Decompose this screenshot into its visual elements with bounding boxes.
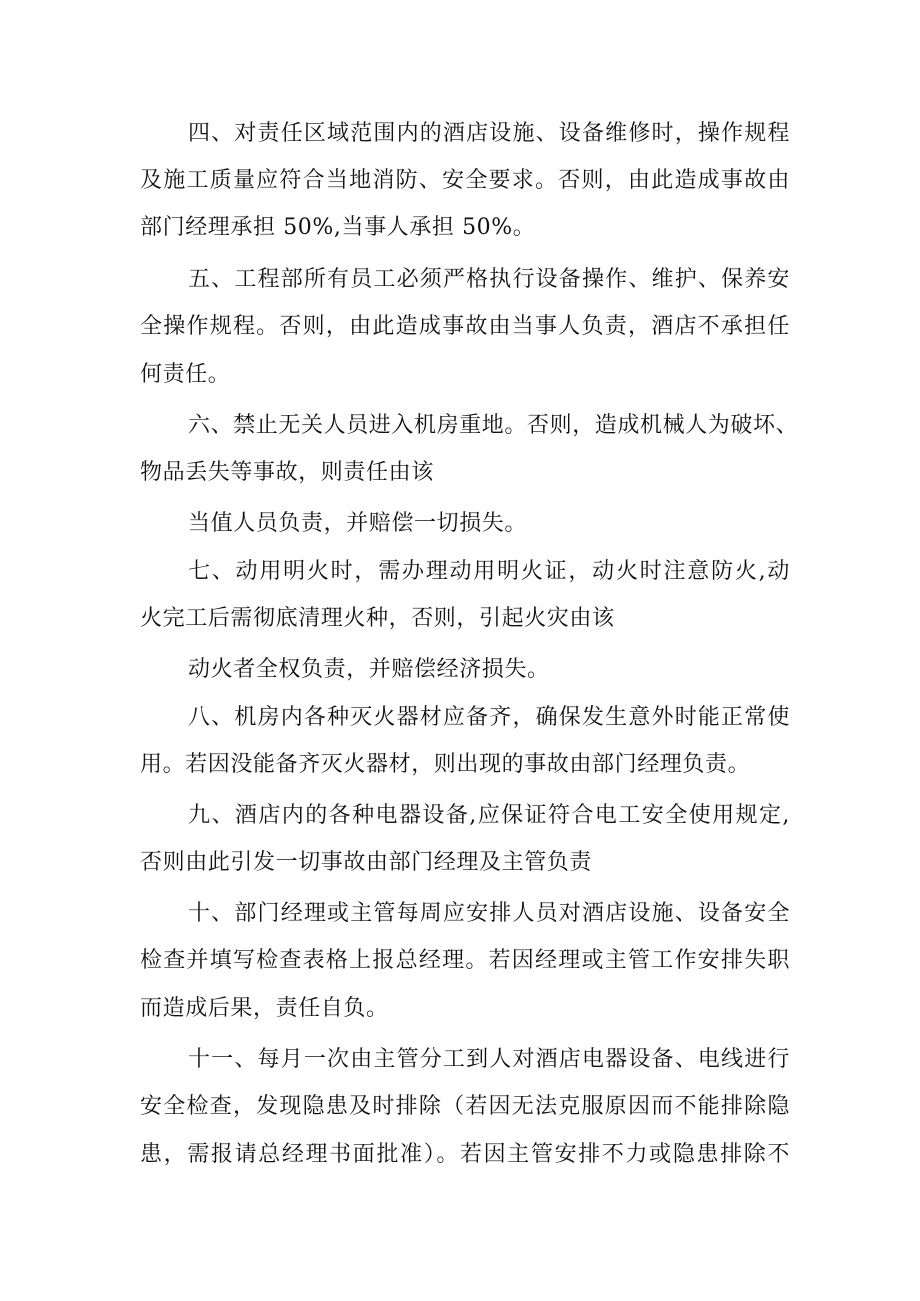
clause-11-line-2: 安全检查，发现隐患及时排除（若因无法克服原因而不能排除隐 xyxy=(140,1094,790,1119)
clause-5-line-1: 五、工程部所有员工必须严格执行设备操作、维护、保养安 xyxy=(188,267,790,292)
clause-5-line-2: 全操作规程。否则，由此造成事故由当事人负责，酒店不承担任 xyxy=(140,314,790,339)
clause-7-line-2: 火完工后需彻底清理火种，否则，引起火灾由该 xyxy=(140,606,615,631)
clause-6-line-3: 当值人员负责，并赔偿一切损失。 xyxy=(188,511,528,536)
clause-10-line-3: 而造成后果，责任自负。 xyxy=(140,996,389,1021)
clause-11-line-3: 患，需报请总经理书面批准）。若因主管安排不力或隐患排除不 xyxy=(140,1142,790,1167)
clause-5-line-3: 何责任。 xyxy=(140,362,231,387)
clause-10-line-1: 十、部门经理或主管每周应安排人员对酒店设施、设备安全 xyxy=(188,901,790,926)
clause-6-line-2: 物品丢失等事故，则责任由该 xyxy=(140,460,434,485)
clause-11-line-1: 十一、每月一次由主管分工到人对酒店电器设备、电线进行 xyxy=(188,1047,790,1072)
clause-6-line-1: 六、禁止无关人员进入机房重地。否则，造成机械人为破坏、 xyxy=(188,413,799,438)
clause-9-line-2: 否则由此引发一切事故由部门经理及主管负责 xyxy=(140,850,593,875)
clause-10-line-2: 检查并填写检查表格上报总经理。若因经理或主管工作安排失职 xyxy=(140,948,790,973)
clause-8-line-2: 用。若因没能备齐灭火器材，则出现的事故由部门经理负责。 xyxy=(140,752,751,777)
clause-4-line-1: 四、对责任区域范围内的酒店设施、设备维修时，操作规程 xyxy=(188,121,790,146)
clause-7-line-3: 动火者全权负责，并赔偿经济损失。 xyxy=(188,657,550,682)
clause-8-line-1: 八、机房内各种灭火器材应备齐，确保发生意外时能正常使 xyxy=(188,705,790,730)
clause-9-line-1: 九、酒店内的各种电器设备,应保证符合电工安全使用规定, xyxy=(188,803,790,828)
clause-7-line-1: 七、动用明火时，需办理动用明火证，动火时注意防火,动 xyxy=(188,559,790,584)
clause-4-line-2: 及施工质量应符合当地消防、安全要求。否则，由此造成事故由 xyxy=(140,168,790,193)
clause-4-line-3: 部门经理承担 50%,当事人承担 50%。 xyxy=(140,215,536,240)
